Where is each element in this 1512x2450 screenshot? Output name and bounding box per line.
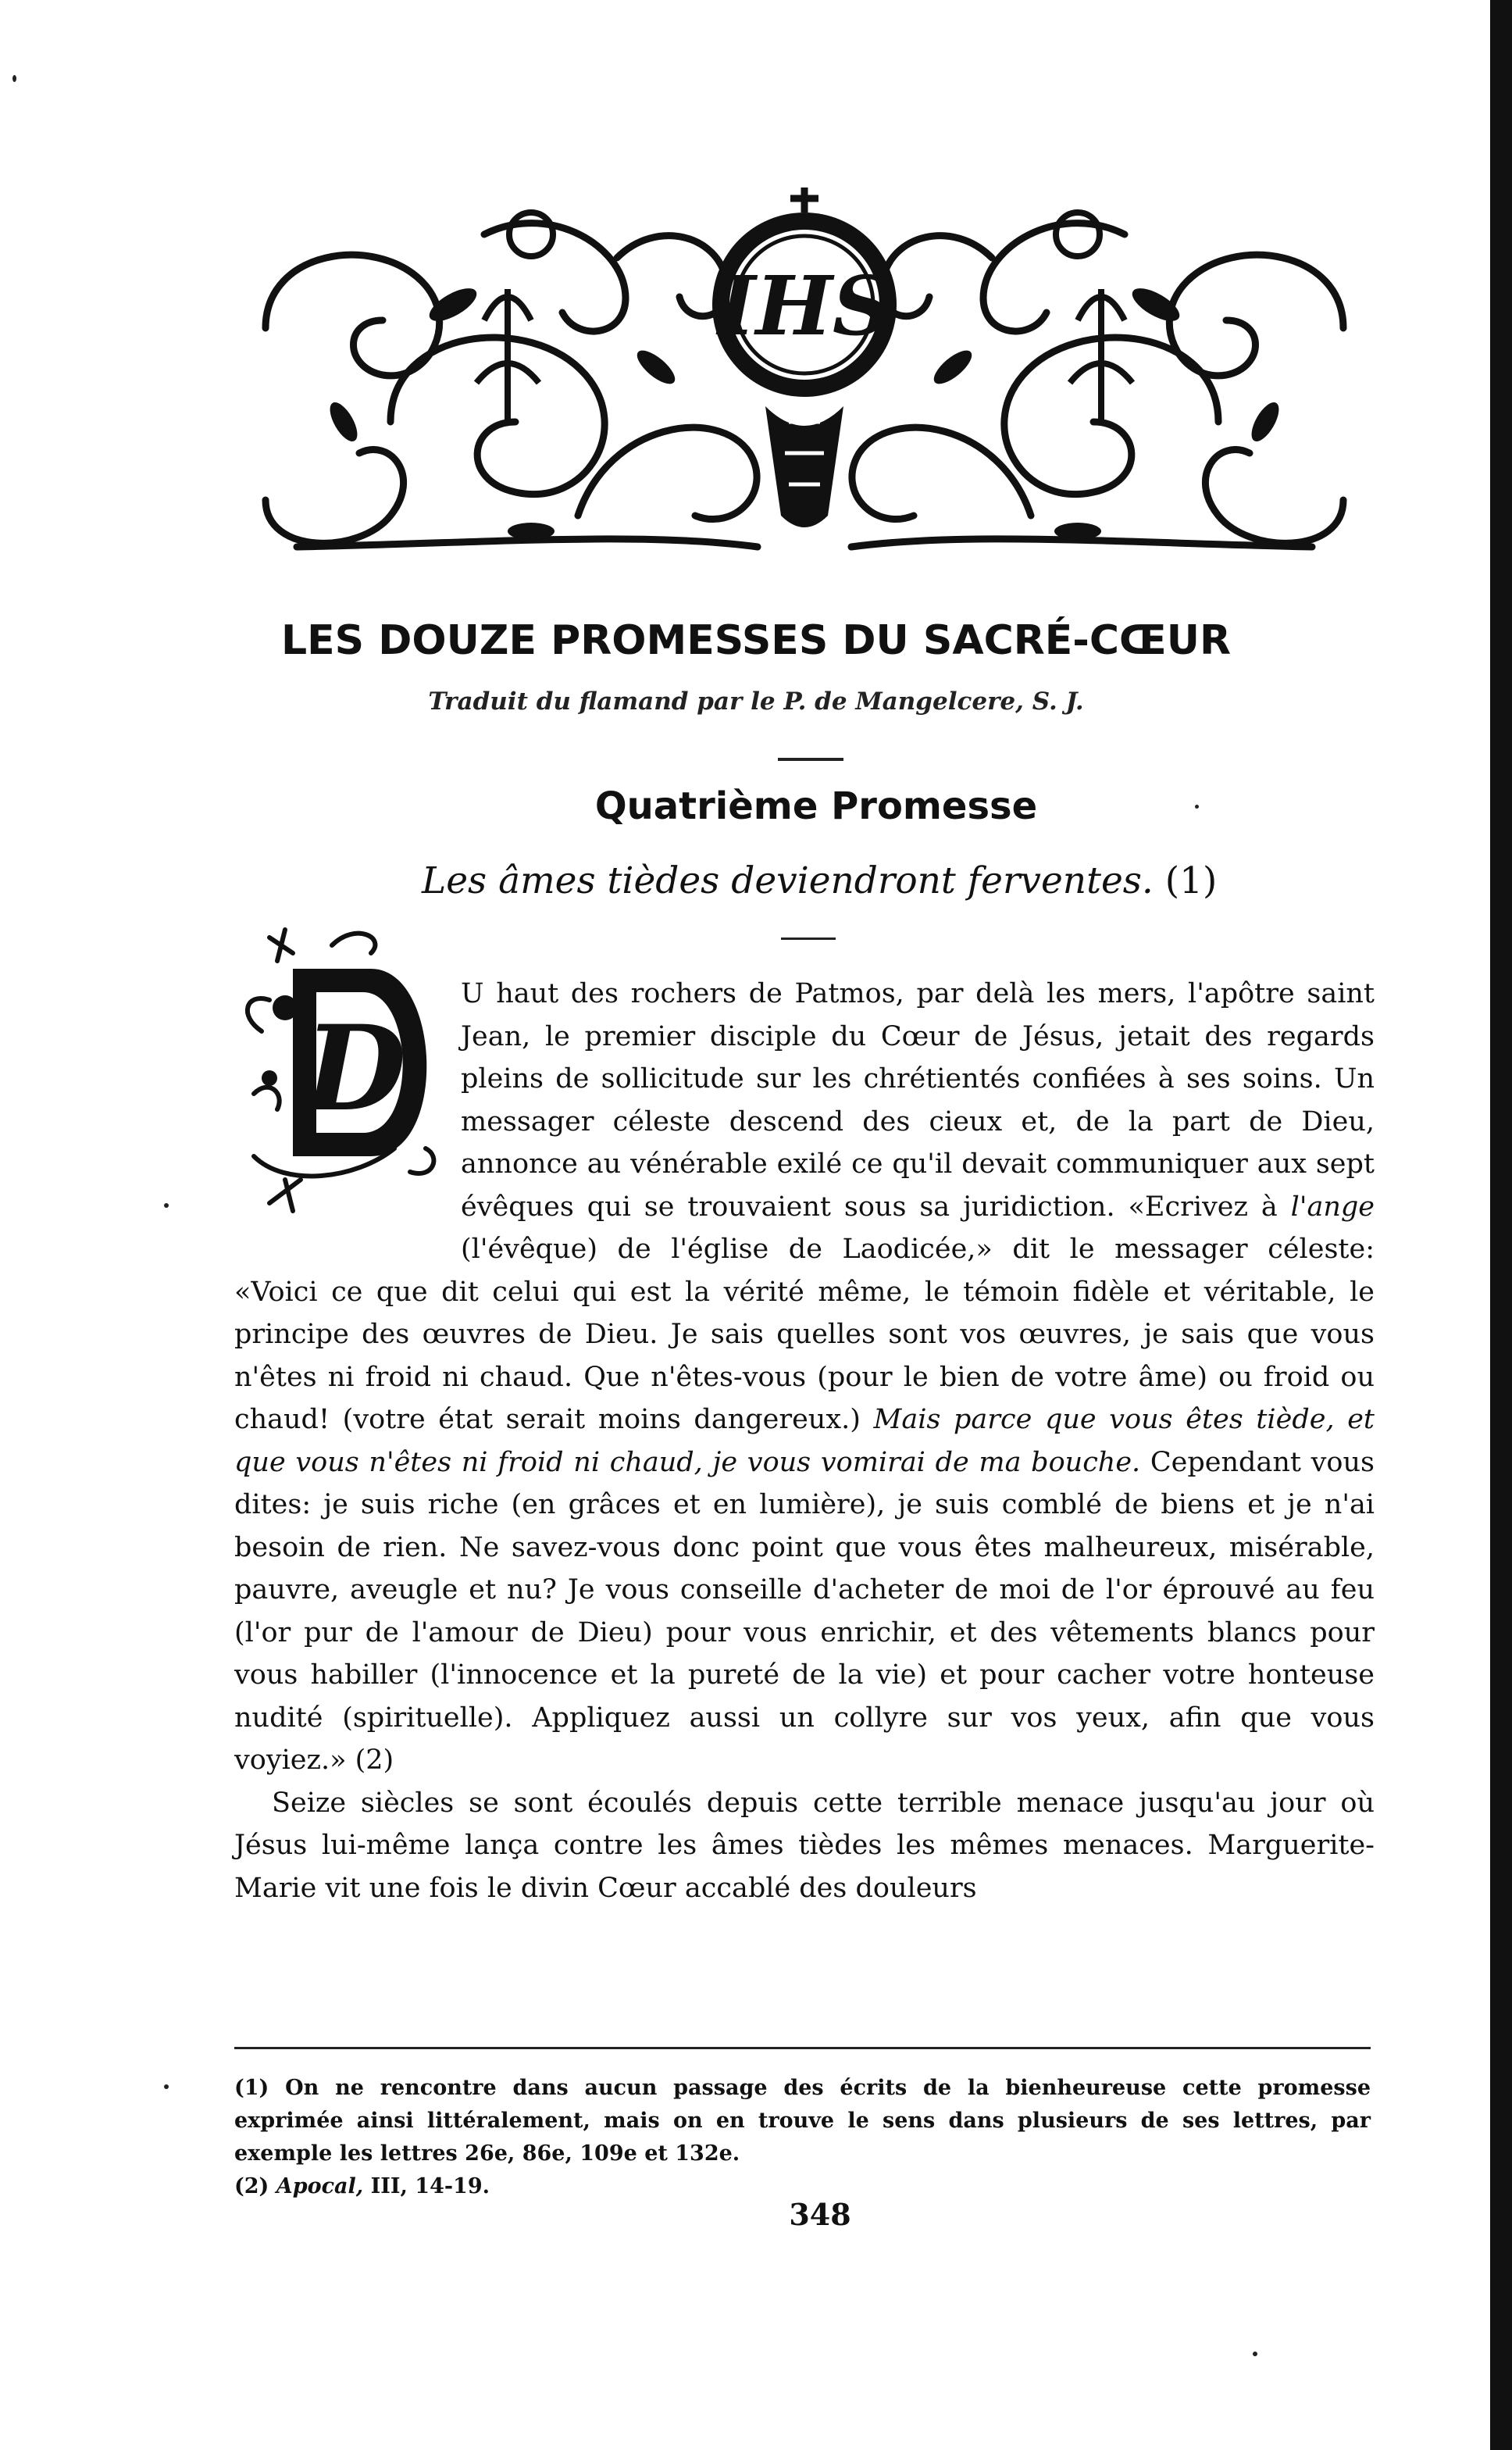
emphasis-quote: Mais parce que vous êtes tiède, et que vous n'êtes ni froid ni chaud, je vous vomirai de ma bouche. bbox=[234, 1404, 1375, 1478]
footnote-2-label: (2) bbox=[234, 2174, 276, 2198]
monogram-ihs: IHS bbox=[717, 258, 892, 354]
emphasis-ange: l'ange bbox=[1290, 1191, 1375, 1223]
footnote-divider bbox=[234, 2047, 1371, 2049]
page-title: LES DOUZE PROMESSES DU SACRÉ-CŒUR bbox=[280, 617, 1231, 664]
subtitle: Traduit du flamand par le P. de Mangelcere, S. J. bbox=[428, 688, 1084, 716]
paragraph-1-middle: (l'évêque) de l'église de Laodicée,» dit le messager céleste: «Voici ce que dit celui qui est la vérité même, le témoin fidèle et véritable, le principe des œuvres de Dieu. Je sais quelles sont vos œuvres, je sais que vous n'êtes ni froid ni chaud. Que n'êtes-vous (pour le bien de votre âme) ou froid ou chaud! (votre état serait moins dangereux.) bbox=[234, 1234, 1375, 1435]
promise-text: Les âmes tièdes deviendront ferventes. bbox=[422, 859, 1154, 902]
speck bbox=[164, 1203, 169, 1208]
page-number: 348 bbox=[789, 2197, 851, 2232]
paragraph-2: Seize siècles se sont écoulés depuis cette terrible menace jusqu'au jour où Jésus lui-même lança contre les âmes tièdes les mêmes menaces. Marguerite-Marie vit une fois le divin Cœur accablé des douleurs bbox=[234, 1787, 1375, 1904]
speck bbox=[1253, 2352, 1257, 2356]
paragraph-1-end: Cependant vous dites: je suis riche (en grâces et en lumière), je suis comblé de biens et je n'ai besoin de rien. Ne savez-vous donc point que vous êtes malheureux, misérable, pauvre, aveugle et nu? Je vous conseille d'acheter de moi de l'or éprouvé au feu (l'or pur de l'amour de Dieu) pour vous enrichir, et des vêtements blancs pour vous habiller (l'innocence et la pureté de la vie) et pour cacher votre honteuse nudité (spirituelle). Appliquez aussi un collyre sur vos yeux, afin que vous voyiez.» (2) bbox=[234, 1446, 1375, 1776]
footnote-2-reference: III, 14-19. bbox=[363, 2174, 490, 2198]
speck bbox=[164, 2084, 169, 2089]
divider bbox=[781, 938, 836, 940]
footnotes bbox=[234, 2072, 1371, 2203]
scan-edge bbox=[1490, 0, 1512, 2450]
speck bbox=[12, 75, 16, 82]
footnote-1: (1) On ne rencontre dans aucun passage des écrits de la bienheureuse cette promesse exprimée ainsi littéralement, mais on en trouve le sens dans plusieurs de ses lettres, par exemple les lettres 26e, 86e, 109e et 132e. bbox=[234, 2076, 1371, 2166]
paragraph-1-start: U haut des rochers de Patmos, par delà les mers, l'apôtre saint Jean, le premier disciple du Cœur de Jésus, jetait des regards pleins de sollicitude sur les chrétientés confiées à ses soins. Un messager céleste descend des cieux et, de la part de Dieu, annonce au vénérable exilé ce qu'il devait communiquer aux sept évêques qui se trouvaient sous sa juridiction. «Ecrivez à bbox=[461, 978, 1375, 1223]
divider bbox=[778, 758, 843, 761]
section-heading: Quatrième Promesse bbox=[594, 784, 1038, 828]
paragraph-1 bbox=[234, 973, 1375, 1782]
footnote-2-source: Apocal, bbox=[276, 2174, 364, 2198]
ornamental-headpiece bbox=[250, 188, 1359, 555]
promise-statement bbox=[422, 859, 1217, 902]
body-text bbox=[234, 973, 1375, 1909]
footnote-marker: (1) bbox=[1153, 859, 1218, 902]
drop-cap-letter: D bbox=[304, 1000, 407, 1138]
